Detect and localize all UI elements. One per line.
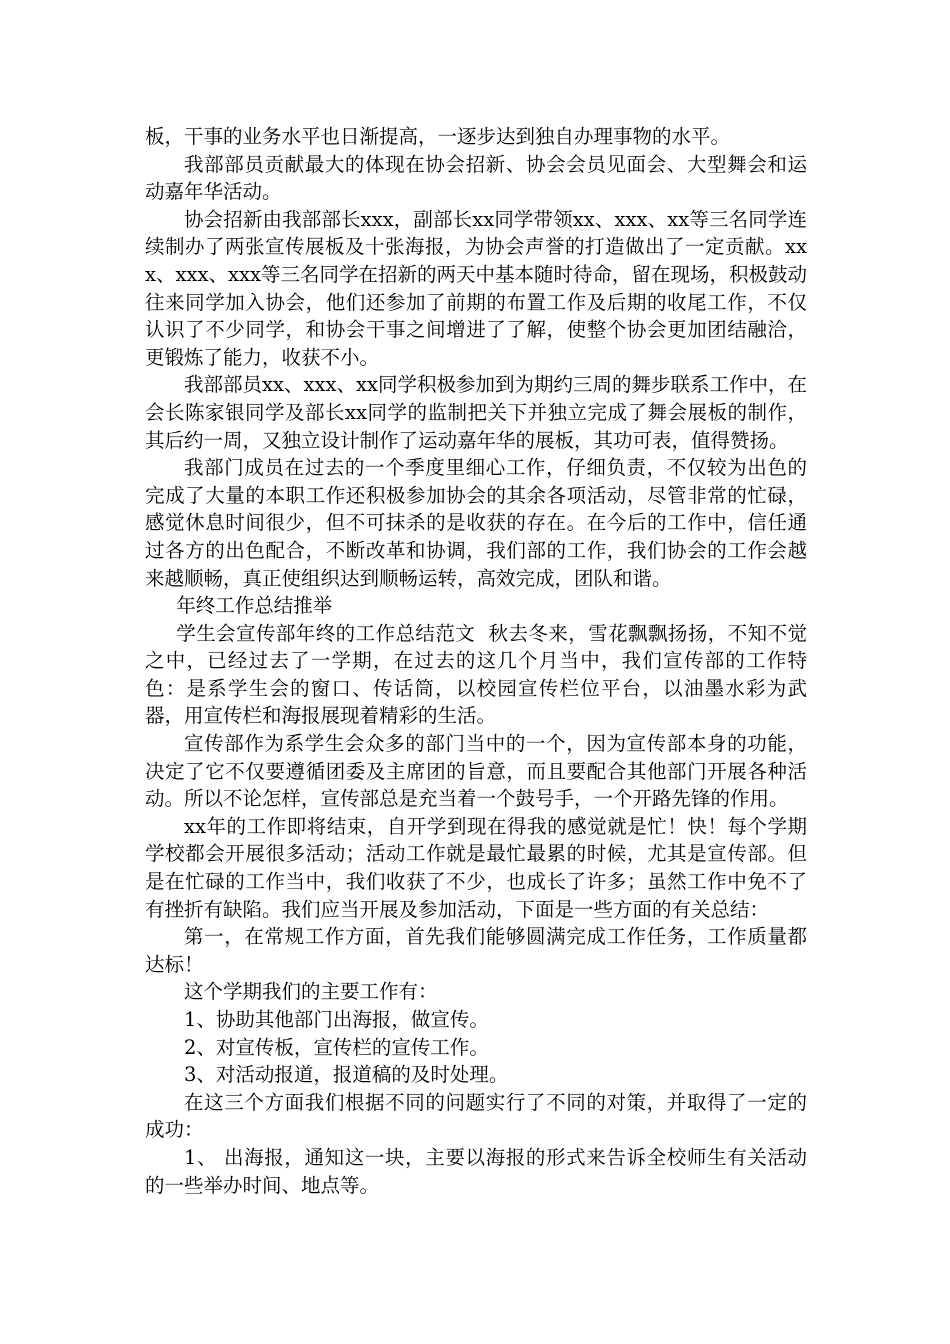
paragraph-4: 我部部员xx、xxx、xx同学积极参加到为期约三周的舞步联系工作中，在会长陈家银同学及部长xx同学的监制把关下并独立完成了舞会展板的制作，其后约一周，又独立设计制作了运动嘉年华的展板，其功可表，值得赞扬。 — [145, 373, 807, 452]
paragraph-11: 这个学期我们的主要工作有： — [184, 980, 438, 1004]
list-item-1: 1、协助其他部门出海报，做宣传。 — [184, 1008, 489, 1031]
paragraph-2: 我部部员贡献最大的体现在协会招新、协会会员见面会、大型舞会和运动嘉年华活动。 — [145, 152, 807, 204]
paragraph-10: 第一，在常规工作方面，首先我们能够圆满完成工作任务，工作质量都达标！ — [145, 925, 807, 976]
paragraph-1: 板，干事的业务水平也日渐提高，一逐步达到独自办理事物的水平。 — [145, 125, 731, 148]
list-item-2: 2、对宣传板，宣传栏的宣传工作。 — [184, 1035, 489, 1059]
paragraph-15: 在这三个方面我们根据不同的问题实行了不同的对策，并取得了一定的成功： — [145, 1090, 807, 1142]
paragraph-8: 宣传部作为系学生会众多的部门当中的一个，因为宣传部本身的功能，决定了它不仅要遵循团委及主席团的旨意，而且要配合其他部门开展各种活动。所以不论怎样，宣传部总是充当着一个鼓号手，一个开路先锋的作用。 — [145, 732, 807, 811]
paragraph-16: 1、 出海报，通知这一块，主要以海报的形式来告诉全校师生有关活动的一些举办时间、地点等。 — [145, 1145, 807, 1197]
paragraph-7: 学生会宣传部年终的工作总结范文 秋去冬来，雪花飘飘扬扬，不知不觉之中，已经过去了一学期，在过去的这几个月当中，我们宣传部的工作特色：是系学生会的窗口、传话筒，以校园宣传栏位平台，以油墨水彩为武器，用宣传栏和海报展现着精彩的生活。 — [145, 621, 807, 728]
list-item-3: 3、对活动报道，报道稿的及时处理。 — [184, 1063, 509, 1087]
paragraph-5: 我部门成员在过去的一个季度里细心工作，仔细负责，不仅较为出色的完成了大量的本职工作还积极参加协会的其余各项活动，尽管非常的忙碌，感觉休息时间很少，但不可抹杀的是收获的存在。在今后的工作中，信任通过各方的出色配合，不断改革和协调，我们部的工作，我们协会的工作会越来越顺畅，真正使组织达到顺畅运转，高效完成，团队和谐。 — [145, 456, 807, 590]
section-heading: 年终工作总结推举 — [176, 594, 333, 618]
paragraph-3: 协会招新由我部部长xxx，副部长xx同学带领xx、xxx、xx等三名同学连续制办了两张宣传展板及十张海报，为协会声誉的打造做出了一定贡献。xxx、xxx、xxx等三名同学在招新的两天中基本随时待命，留在现场，积极鼓动往来同学加入协会，他们还参加了前期的布置工作及后期的收尾工作，不仅认识了不少同学，和协会干事之间增进了了解，使整个协会更加团结融洽，更锻炼了能力，收获不小。 — [145, 207, 807, 369]
paragraph-9: xx年的工作即将结束，自开学到现在得我的感觉就是忙！快！每个学期学校都会开展很多活动；活动工作就是最忙最累的时候，尤其是宣传部。但是在忙碌的工作当中，我们收获了不少，也成长了许多；虽然工作中免不了有挫折有缺陷。我们应当开展及参加活动，下面是一些方面的有关总结： — [145, 814, 807, 921]
document-page — [145, 123, 807, 1199]
